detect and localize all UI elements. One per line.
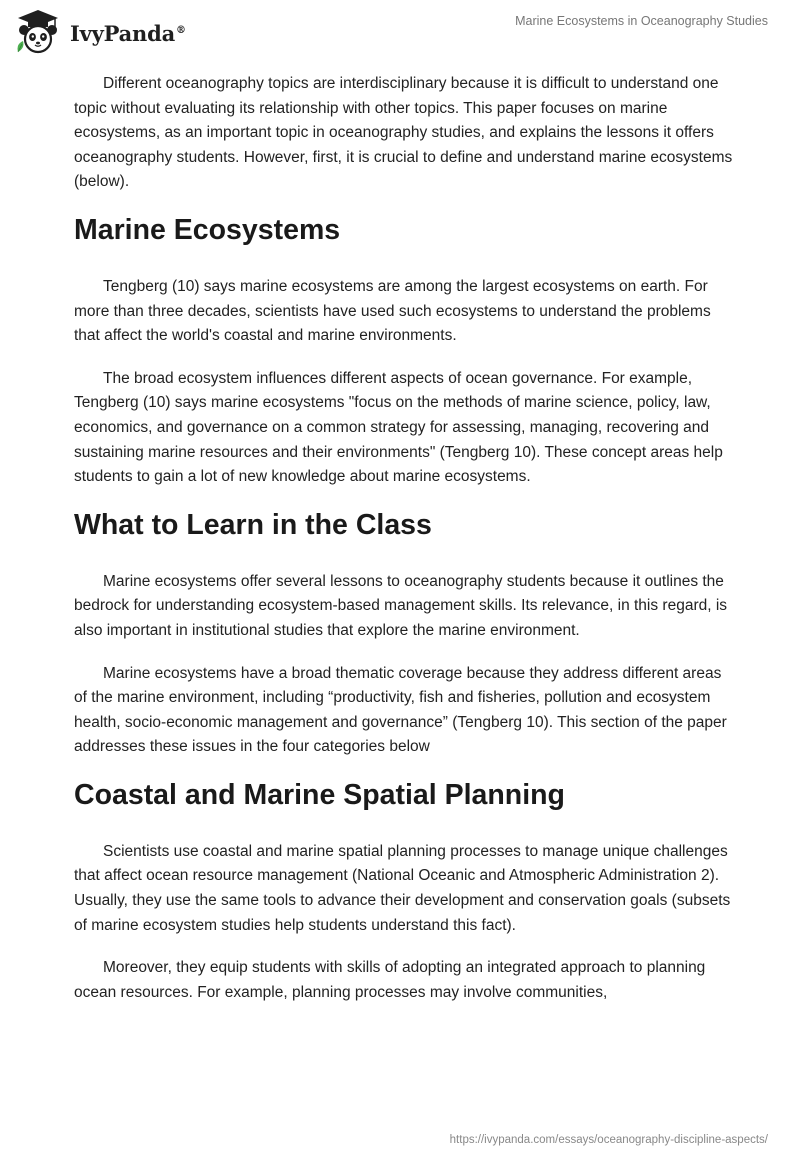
- paragraph: Marine ecosystems have a broad thematic coverage because they address different areas of the marine environment, including “productivity, fish and fisheries, pollution and ecosystem health, socio-economic management and governance” (Tengberg 10). This section of the paper addresses these issues in the four categories below: [74, 664, 727, 756]
- heading-what-to-learn: What to Learn in the Class: [74, 508, 432, 541]
- paragraph: Marine ecosystems offer several lessons to oceanography students because it outlines the bedrock for understanding ecosystem-based management skills. Its relevance, in this regard, is also important in institutional studies that explore the marine environment.: [74, 572, 728, 639]
- paragraph-intro: Different oceanography topics are interdisciplinary because it is difficult to understand one topic without evaluating its relationship with other topics. This paper focuses on marine ecosystems, as an important topic in oceanography studies, and explains the lessons it offers oceanography students. However, first, it is crucial to define and understand marine ecosystems (below).: [74, 75, 733, 191]
- heading-marine-ecosystems: Marine Ecosystems: [74, 213, 341, 246]
- panda-graduate-icon: [14, 8, 62, 56]
- document-title: Marine Ecosystems in Oceanography Studies: [515, 14, 768, 28]
- page-header: [0, 0, 800, 62]
- paragraph: The broad ecosystem influences different aspects of ocean governance. For example, Tengberg (10) says marine ecosystems "focus on the methods of marine science, policy, law, economics, and governance on a common strategy for assessing, managing, recovering and sustaining marine resources and their environments" (Tengberg 10). These concept areas help students to gain a lot of new knowledge about marine ecosystems.: [74, 369, 723, 486]
- paragraph: Tengberg (10) says marine ecosystems are among the largest ecosystems on earth. For more than three decades, scientists have used such ecosystems to understand the problems that affect the world's coastal and marine environments.: [74, 277, 711, 345]
- heading-coastal-planning: Coastal and Marine Spatial Planning: [74, 778, 565, 811]
- source-url[interactable]: https://ivypanda.com/essays/oceanography-discipline-aspects/: [449, 1134, 768, 1146]
- paragraph: Moreover, they equip students with skills of adopting an integrated approach to planning ocean resources. For example, planning processes may involve communities,: [74, 959, 706, 1001]
- brand-name: IvyPanda®: [70, 20, 186, 46]
- brand-logo[interactable]: [14, 8, 186, 56]
- essay-body: [74, 72, 734, 1023]
- paragraph: Scientists use coastal and marine spatial planning processes to manage unique challenges that affect ocean resource management (National Oceanic and Atmospheric Administration 2). Usually, they use the same tools to advance their development and conservation goals (subsets of marine ecosystem studies help students understand this fact).: [74, 842, 731, 934]
